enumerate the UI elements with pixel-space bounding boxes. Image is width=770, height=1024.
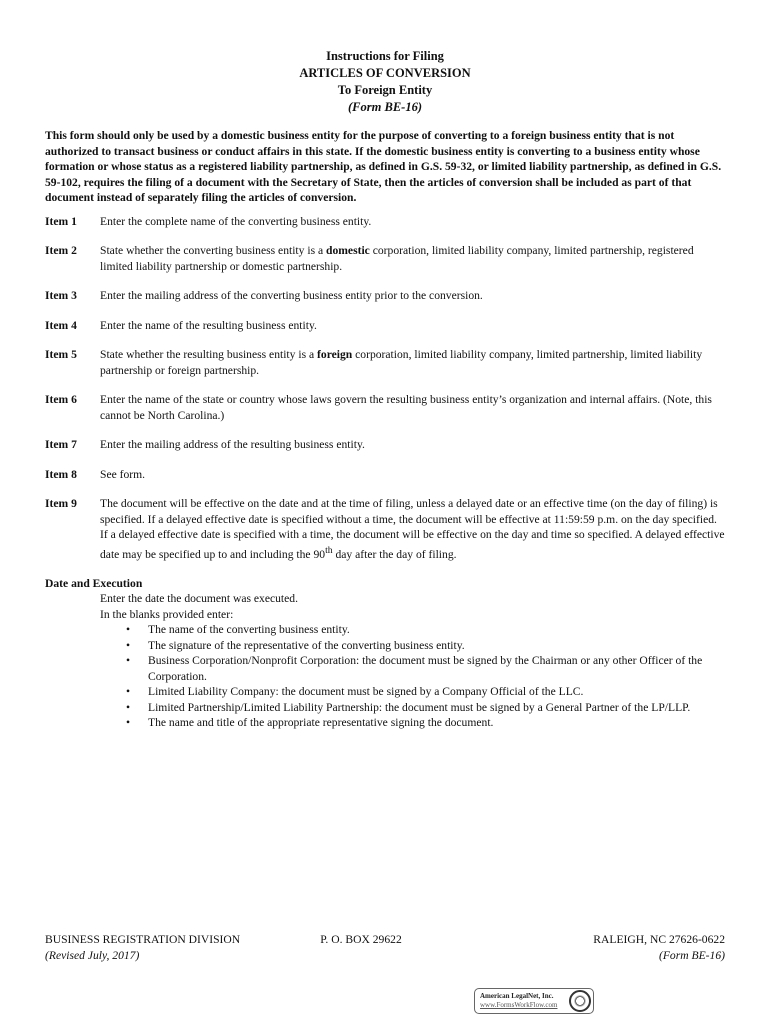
list-item: [100, 715, 725, 731]
item-text-pre: State whether the converting business entity is a: [100, 244, 327, 257]
item-label: Item 7: [45, 438, 77, 451]
logo-url[interactable]: www.FormsWorkFlow.com: [480, 1001, 558, 1009]
item-8: [45, 467, 725, 483]
item-text: [100, 243, 725, 274]
date-execution-heading: Date and Execution: [45, 576, 143, 590]
item-text-post: corporation, limited liability company, limited partnership, limited liability partnership or foreign partnership.: [100, 348, 703, 377]
bullet-icon: •: [126, 654, 131, 668]
item-1: [45, 214, 725, 230]
title-line-1: Instructions for Filing: [326, 49, 444, 63]
list-item: [100, 700, 725, 716]
item-text-pre: State whether the resulting business entity is a: [100, 348, 318, 361]
bullet-icon: •: [126, 623, 131, 637]
item-text: Enter the mailing address of the resulting business entity.: [100, 438, 365, 451]
item-7: [45, 437, 725, 453]
item-2: [45, 243, 725, 274]
bullet-text: Limited Partnership/Limited Liability Partnership: the document must be signed by a General Partner of the LP/LLP.: [148, 700, 691, 714]
footer-form-id: (Form BE-16): [658, 949, 725, 962]
date-execution-line-1: Enter the date the document was executed.: [100, 592, 298, 606]
item-text-superscript: th: [325, 544, 333, 556]
title-line-4: (Form BE-16): [348, 100, 422, 114]
item-text: See form.: [100, 467, 146, 481]
item-label: Item 3: [45, 289, 77, 302]
list-item: [100, 638, 725, 654]
item-label: Item 8: [45, 467, 77, 481]
item-5: [45, 347, 725, 378]
intro-paragraph: This form should only be used by a domestic business entity for the purpose of converting to a foreign business entity that is not authorized to transact business or conduct affairs in this state. If the domestic business entity is converting to a business entity whose formation or whose status as a registered liability partnership, as defined in G.S. 59-32, or limited liability partnership, as defined in G.S. 59-102, requires the filing of a document with the Secretary of State, then the articles of conversion shall be included as part of that document instead of separately filing the articles of conversion.: [45, 129, 722, 204]
bullet-icon: •: [126, 716, 131, 730]
footer-city: RALEIGH, NC 27626-0622: [593, 933, 725, 946]
item-4: [45, 318, 725, 334]
legalnet-logo: [474, 988, 594, 1014]
seal-icon: [569, 990, 591, 1012]
item-label: Item 1: [45, 214, 77, 228]
item-3: [45, 288, 725, 304]
item-text: Enter the complete name of the converting business entity.: [100, 214, 372, 228]
item-label: Item 4: [45, 318, 77, 332]
footer-revised: (Revised July, 2017): [45, 949, 140, 962]
item-label: Item 2: [45, 244, 77, 257]
title-line-3: To Foreign Entity: [337, 83, 433, 97]
item-text: Enter the mailing address of the converting business entity prior to the conversion.: [100, 289, 483, 302]
item-6: [45, 392, 725, 423]
item-text: Enter the name of the resulting business entity.: [100, 318, 317, 332]
bullet-text: The name and title of the appropriate representative signing the document.: [148, 716, 494, 730]
bullet-text: The name of the converting business entity.: [148, 623, 350, 637]
footer-division: BUSINESS REGISTRATION DIVISION: [45, 933, 241, 946]
item-text-bold: foreign: [317, 348, 353, 361]
item-text-post: day after the day of filing.: [332, 547, 457, 561]
date-execution-body: [100, 591, 725, 731]
bullet-list: [100, 622, 725, 731]
bullet-icon: •: [126, 638, 131, 652]
title-line-2: ARTICLES OF CONVERSION: [299, 66, 471, 80]
item-text-post: corporation, limited liability company, limited partnership, registered limited liability partnership or domestic partnership.: [100, 244, 694, 273]
list-item: [100, 684, 725, 700]
bullet-text: Business Corporation/Nonprofit Corporation: the document must be signed by the Chairman or any other Officer of the Corporation.: [148, 654, 703, 683]
date-execution-line-2: In the blanks provided enter:: [100, 607, 234, 621]
logo-brand: American LegalNet, Inc.: [480, 992, 554, 1000]
list-item: [100, 622, 725, 638]
item-label: Item 5: [45, 348, 77, 361]
bullet-icon: •: [126, 685, 131, 699]
item-text-pre: The document will be effective on the date and at the time of filing, unless a delayed date or an effective time (on the day of filing) is specified. If a delayed effective date is specified without a time, the document will be effective at 11:59:59 p.m. on the day specified. If a delayed effective date is specified with a time, the document will be effective on the day and time so specified. A delayed effective date may be specified up to and including the 90: [100, 497, 725, 561]
item-label: Item 9: [45, 497, 77, 510]
item-text-bold: domestic: [326, 244, 370, 257]
item-text: Enter the name of the state or country whose laws govern the resulting business entity’s organization and internal affairs. (Note, this cannot be North Carolina.): [100, 393, 712, 422]
footer-row-1: [45, 932, 725, 948]
item-text: [100, 496, 725, 562]
footer-po-box: P. O. BOX 29622: [320, 933, 402, 946]
bullet-icon: •: [126, 700, 131, 714]
item-text: [100, 347, 725, 378]
title-block: [45, 48, 725, 116]
bullet-text: Limited Liability Company: the document must be signed by a Company Official of the LLC.: [148, 685, 584, 699]
list-item: [100, 653, 725, 684]
item-label: Item 6: [45, 393, 77, 406]
footer-row-2: [45, 948, 725, 964]
bullet-text: The signature of the representative of the converting business entity.: [148, 638, 465, 652]
item-9: [45, 496, 725, 562]
items-list: [45, 214, 725, 562]
document-page: [45, 48, 725, 731]
page-footer: [45, 932, 725, 964]
